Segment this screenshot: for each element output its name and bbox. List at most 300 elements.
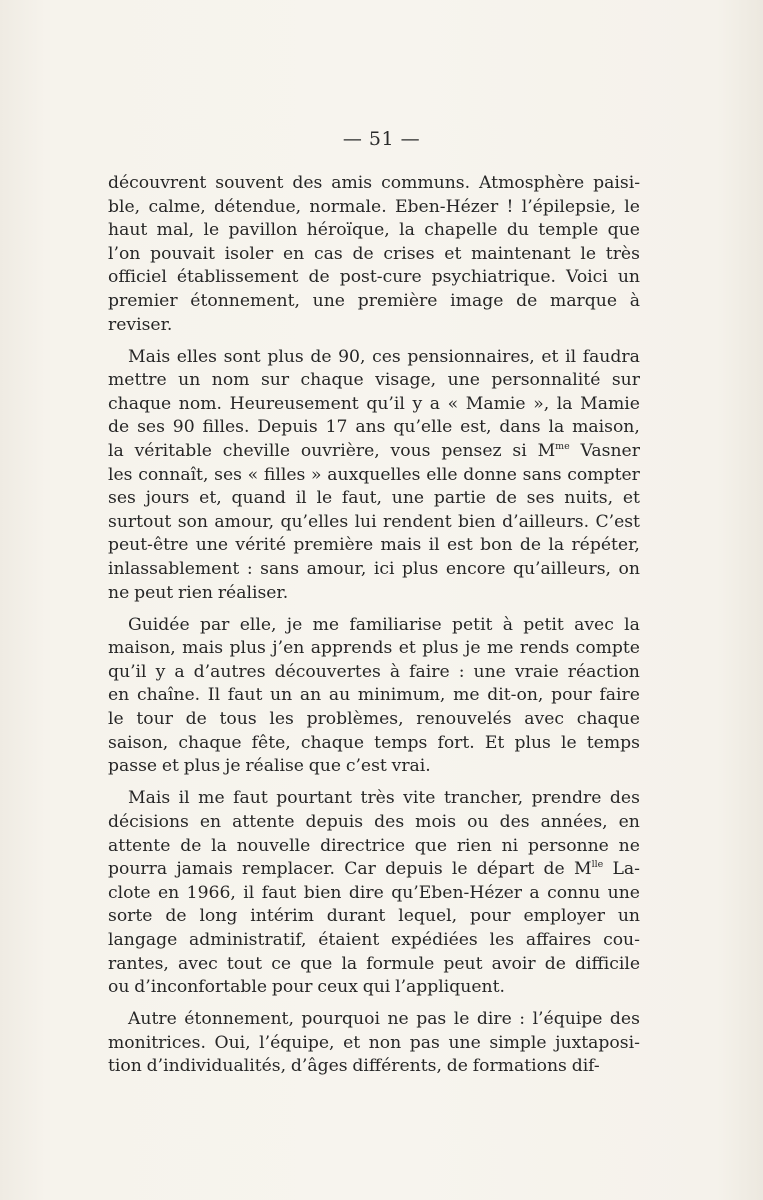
word: reviser. bbox=[108, 314, 173, 335]
word: avec bbox=[524, 709, 564, 730]
word: ne bbox=[108, 582, 130, 603]
word: avoir bbox=[491, 953, 536, 974]
word: en bbox=[618, 811, 640, 832]
text-line bbox=[108, 811, 640, 835]
body-text bbox=[108, 172, 640, 1087]
word: ses bbox=[214, 464, 242, 485]
word: sans bbox=[522, 464, 562, 485]
word: jamais bbox=[176, 859, 233, 880]
word: des bbox=[499, 811, 530, 832]
text-line bbox=[108, 905, 640, 929]
word: Voici bbox=[566, 267, 608, 288]
word: décisions bbox=[108, 811, 189, 832]
word: difficile bbox=[575, 953, 640, 974]
word: très bbox=[605, 243, 640, 264]
word: des bbox=[609, 788, 640, 809]
word: de bbox=[516, 290, 538, 311]
word: première bbox=[357, 290, 438, 311]
word: différents, bbox=[352, 1056, 442, 1077]
word: premier bbox=[108, 290, 178, 311]
word: intérim bbox=[250, 906, 314, 927]
word: 90, bbox=[338, 346, 366, 367]
word: », bbox=[533, 393, 550, 414]
word: le bbox=[203, 220, 220, 241]
word: mois bbox=[415, 811, 457, 832]
word: de bbox=[308, 267, 330, 288]
word: la bbox=[624, 614, 640, 635]
word: de bbox=[543, 859, 565, 880]
word: 90 bbox=[172, 417, 195, 438]
word: qui bbox=[362, 977, 391, 998]
word: nuits, bbox=[564, 488, 614, 509]
word: plus bbox=[514, 732, 551, 753]
word: plus bbox=[401, 559, 439, 579]
word: rends bbox=[519, 638, 570, 659]
word: d’âges bbox=[290, 1056, 348, 1077]
word: de bbox=[495, 488, 517, 509]
word: tout bbox=[226, 953, 263, 974]
word: étonnement, bbox=[190, 290, 300, 311]
word: ici bbox=[373, 559, 395, 579]
text-line bbox=[108, 266, 640, 290]
word: Car bbox=[344, 859, 376, 880]
word: et bbox=[444, 243, 462, 264]
word: véritable bbox=[134, 441, 212, 462]
word: administratif, bbox=[189, 929, 307, 950]
word: est, bbox=[460, 417, 492, 438]
word: familiarise bbox=[349, 614, 442, 635]
word: psychiatrique. bbox=[431, 267, 556, 288]
word: an bbox=[299, 685, 322, 706]
word: filles bbox=[263, 464, 306, 485]
word: pour bbox=[469, 906, 511, 927]
word: découvrent bbox=[108, 173, 207, 193]
word: $M^{me}$ bbox=[537, 440, 570, 462]
word: durant bbox=[326, 906, 386, 927]
word: dire bbox=[348, 882, 384, 903]
word: souvent bbox=[215, 173, 284, 193]
word: Heureusement bbox=[229, 393, 359, 414]
word: plus bbox=[229, 638, 266, 659]
word: 1966, bbox=[186, 882, 236, 903]
text-line bbox=[108, 393, 640, 417]
word: et bbox=[398, 638, 416, 659]
word: le bbox=[108, 709, 124, 730]
word: me bbox=[486, 638, 514, 659]
word: dit-on, bbox=[487, 685, 544, 706]
word: Mamie bbox=[580, 393, 640, 414]
word: si bbox=[512, 441, 527, 462]
word: Eben-Hézer bbox=[394, 196, 499, 217]
text-line bbox=[108, 369, 640, 393]
word: de bbox=[310, 346, 332, 367]
text-line bbox=[108, 314, 640, 338]
paragraph bbox=[108, 172, 640, 337]
word: d’inconfortable bbox=[134, 977, 268, 998]
word: mal, bbox=[156, 220, 195, 241]
word: en bbox=[157, 882, 180, 903]
word: une bbox=[447, 370, 480, 391]
word: mettre bbox=[108, 370, 167, 391]
word: la bbox=[548, 535, 565, 556]
word: simple bbox=[489, 1032, 547, 1053]
word: chaque bbox=[178, 732, 242, 753]
word: années, bbox=[540, 811, 608, 832]
text-line bbox=[108, 196, 640, 220]
word: l’appliquent. bbox=[395, 977, 505, 998]
word: apprends bbox=[310, 638, 393, 659]
word: bien bbox=[458, 511, 496, 532]
paragraph bbox=[108, 787, 640, 999]
word: je bbox=[286, 614, 303, 635]
word: peut bbox=[443, 953, 483, 974]
word: donne bbox=[463, 464, 517, 485]
word: cou- bbox=[603, 929, 640, 950]
word: ces bbox=[372, 346, 401, 367]
word: y bbox=[412, 393, 423, 414]
word: compte bbox=[575, 638, 640, 659]
word: a bbox=[429, 393, 441, 414]
word: plus bbox=[183, 756, 221, 777]
word: des bbox=[292, 173, 323, 193]
word: pour bbox=[271, 977, 313, 998]
word: le bbox=[624, 196, 640, 217]
word: d’ailleurs. bbox=[502, 511, 590, 532]
word: une bbox=[607, 882, 640, 903]
word: image bbox=[450, 290, 504, 311]
word: elle bbox=[426, 464, 458, 485]
word: depuis bbox=[305, 811, 364, 832]
word: pourtant bbox=[276, 788, 353, 809]
word: post-cure bbox=[339, 267, 422, 288]
word: l’épilepsie, bbox=[521, 196, 616, 217]
word: me bbox=[312, 614, 340, 635]
word: très bbox=[360, 788, 395, 809]
word: Il bbox=[207, 685, 221, 706]
text-line bbox=[108, 346, 640, 370]
word: tour bbox=[136, 709, 173, 730]
word: on bbox=[618, 559, 640, 579]
word: pensez bbox=[441, 441, 502, 462]
word: des bbox=[374, 811, 405, 832]
word: non bbox=[368, 1032, 402, 1053]
word: maintenant bbox=[471, 243, 571, 264]
word: les bbox=[269, 709, 294, 730]
word: prendre bbox=[531, 788, 602, 809]
word: les bbox=[108, 464, 133, 485]
text-line bbox=[108, 1055, 640, 1079]
word: la bbox=[108, 441, 124, 462]
word: vraie bbox=[514, 661, 559, 682]
word: répéter, bbox=[571, 535, 640, 556]
word: c’est bbox=[345, 756, 387, 777]
word: sorte bbox=[108, 906, 153, 927]
word: langage bbox=[108, 929, 178, 950]
word: chaque bbox=[576, 709, 640, 730]
word: le bbox=[453, 1009, 470, 1030]
word: minimum, bbox=[357, 685, 446, 706]
word: la bbox=[341, 953, 358, 974]
word: chapelle bbox=[424, 220, 498, 241]
word: ses bbox=[526, 488, 555, 509]
word: en bbox=[108, 685, 130, 706]
word: isoler bbox=[224, 243, 274, 264]
text-line bbox=[108, 464, 640, 488]
word: elle, bbox=[239, 614, 277, 635]
word: de bbox=[446, 1056, 468, 1077]
word: les bbox=[489, 929, 515, 950]
word: pourra bbox=[108, 859, 168, 880]
word: pour bbox=[551, 685, 592, 706]
word: attente bbox=[108, 835, 171, 856]
word: plus bbox=[267, 346, 304, 367]
word: chaque bbox=[300, 732, 365, 753]
word: employer bbox=[523, 906, 605, 927]
word: filles. bbox=[202, 417, 250, 438]
word: qu’il bbox=[366, 393, 405, 414]
word: d’individualités, bbox=[146, 1056, 287, 1077]
word: et bbox=[161, 756, 179, 777]
word: temple bbox=[538, 220, 599, 241]
text-line bbox=[108, 219, 640, 243]
word: compter bbox=[567, 464, 640, 485]
word: : bbox=[246, 559, 253, 579]
word: pavillon bbox=[228, 220, 298, 241]
word: vite bbox=[403, 788, 436, 809]
word: temps bbox=[374, 732, 428, 753]
text-line bbox=[108, 487, 640, 511]
word: a bbox=[174, 661, 185, 682]
word: ses bbox=[137, 417, 165, 438]
word: personne bbox=[527, 835, 609, 856]
text-line bbox=[108, 1008, 640, 1032]
word: tion bbox=[108, 1056, 142, 1077]
word: un bbox=[617, 906, 640, 927]
word: rien bbox=[456, 835, 492, 856]
word: ble, bbox=[108, 196, 141, 217]
word: normale. bbox=[309, 196, 387, 217]
word: qu’Eben-Hézer bbox=[391, 882, 522, 903]
word: affaires bbox=[525, 929, 592, 950]
word: pourquoi bbox=[301, 1009, 380, 1030]
word: l’équipe bbox=[532, 1009, 603, 1030]
word: à bbox=[629, 290, 640, 311]
word: rantes, bbox=[108, 953, 169, 974]
word: ne bbox=[387, 1009, 409, 1030]
word: maison, bbox=[108, 638, 176, 659]
word: un bbox=[178, 370, 201, 391]
word: d’autres bbox=[193, 661, 266, 682]
word: mais bbox=[380, 535, 422, 556]
word: faire bbox=[409, 661, 450, 682]
word: sont bbox=[223, 346, 261, 367]
word: de bbox=[544, 953, 566, 974]
word: amis bbox=[331, 173, 373, 193]
text-line bbox=[108, 684, 640, 708]
word: il bbox=[178, 788, 190, 809]
word: de bbox=[352, 243, 374, 264]
word: je bbox=[465, 638, 481, 659]
word: chaîne. bbox=[136, 685, 201, 706]
word: partie bbox=[433, 488, 486, 509]
word: vous bbox=[390, 441, 431, 462]
word: bien bbox=[303, 882, 342, 903]
word: ou bbox=[108, 977, 130, 998]
word: ! bbox=[506, 196, 514, 217]
word: établissement bbox=[176, 267, 299, 288]
word: faut, bbox=[341, 488, 382, 509]
word: 17 bbox=[325, 417, 348, 438]
word: monitrices. bbox=[108, 1032, 206, 1053]
word: mais bbox=[182, 638, 224, 659]
text-line bbox=[108, 534, 640, 558]
word: a bbox=[529, 882, 540, 903]
word: petit bbox=[451, 614, 493, 635]
word: la bbox=[399, 220, 415, 241]
word: Depuis bbox=[257, 417, 318, 438]
word: faudra bbox=[582, 346, 640, 367]
word: C’est bbox=[595, 511, 640, 532]
word: au bbox=[328, 685, 351, 706]
word: cas bbox=[313, 243, 343, 264]
word: une bbox=[391, 488, 425, 509]
word: des bbox=[609, 1009, 640, 1030]
word: étonnement, bbox=[184, 1009, 294, 1030]
word: peut bbox=[134, 582, 174, 603]
word: : bbox=[519, 1009, 526, 1030]
text-line bbox=[108, 661, 640, 685]
word: calme, bbox=[148, 196, 206, 217]
word: temps bbox=[586, 732, 640, 753]
text-line bbox=[108, 835, 640, 859]
word: amour, bbox=[214, 511, 275, 532]
text-line bbox=[108, 1032, 640, 1056]
word: dif- bbox=[571, 1056, 600, 1077]
word: crises bbox=[383, 243, 435, 264]
word: rendent bbox=[383, 511, 452, 532]
word: et bbox=[622, 488, 640, 509]
word: pouvait bbox=[150, 243, 215, 264]
word: » bbox=[311, 464, 322, 485]
paragraph bbox=[108, 1008, 640, 1079]
word: ni bbox=[501, 835, 519, 856]
word: depuis bbox=[385, 859, 443, 880]
word: « bbox=[447, 393, 459, 414]
word: réalise bbox=[245, 756, 304, 777]
word: Autre bbox=[128, 1009, 177, 1030]
word: vérité bbox=[235, 535, 287, 556]
text-line bbox=[108, 290, 640, 314]
word: tous bbox=[219, 709, 257, 730]
word: officiel bbox=[108, 267, 167, 288]
word: réaction bbox=[567, 661, 640, 682]
word: en bbox=[199, 811, 222, 832]
word: rien bbox=[178, 582, 213, 603]
word: héroïque, bbox=[306, 220, 390, 241]
word: une bbox=[195, 535, 229, 556]
word: première bbox=[293, 535, 374, 556]
paragraph bbox=[108, 346, 640, 606]
word: haut bbox=[108, 220, 148, 241]
word: le bbox=[451, 859, 468, 880]
word: sur bbox=[611, 370, 640, 391]
word: de bbox=[185, 709, 207, 730]
word: chaque bbox=[300, 370, 364, 391]
word: juxtaposi- bbox=[555, 1032, 640, 1053]
word: communs. bbox=[381, 173, 471, 193]
word: vrai. bbox=[391, 756, 431, 777]
word: Oui, bbox=[214, 1032, 251, 1053]
word: un bbox=[270, 685, 293, 706]
word: sans bbox=[260, 559, 300, 579]
word: ses bbox=[108, 488, 136, 509]
word: est bbox=[446, 535, 473, 556]
word: que bbox=[607, 220, 640, 241]
word: nouvelle bbox=[236, 835, 311, 856]
text-line bbox=[108, 976, 640, 1000]
word: formule bbox=[366, 953, 435, 974]
word: étaient bbox=[318, 929, 380, 950]
word: nom. bbox=[178, 393, 222, 414]
word: lequel, bbox=[398, 906, 458, 927]
text-line bbox=[108, 440, 640, 464]
word: long bbox=[199, 906, 238, 927]
word: il bbox=[565, 346, 577, 367]
word: la bbox=[556, 393, 573, 414]
word: il bbox=[428, 535, 440, 556]
word: remplacer. bbox=[242, 859, 336, 880]
word: personnalité bbox=[491, 370, 601, 391]
word: ce bbox=[271, 953, 291, 974]
word: l’équipe, bbox=[259, 1032, 335, 1053]
word: passe bbox=[108, 756, 158, 777]
word: qu’ailleurs, bbox=[512, 559, 611, 579]
word: clote bbox=[108, 882, 151, 903]
word: chaque bbox=[108, 393, 172, 414]
word: une bbox=[448, 1032, 481, 1053]
word: Mais bbox=[128, 788, 171, 809]
word: peut-être bbox=[108, 535, 189, 556]
word: Et bbox=[484, 732, 505, 753]
word: Mais bbox=[128, 346, 171, 367]
word: me bbox=[198, 788, 225, 809]
word: renouvelés bbox=[416, 709, 512, 730]
word: Atmosphère bbox=[479, 173, 585, 193]
word: de bbox=[519, 535, 542, 556]
word: elles bbox=[176, 346, 217, 367]
word: j’en bbox=[272, 638, 305, 659]
word: et, bbox=[199, 488, 222, 509]
word: directrice bbox=[320, 835, 405, 856]
word: expédiées bbox=[391, 929, 478, 950]
word: La- bbox=[612, 859, 640, 880]
word: le bbox=[580, 243, 597, 264]
word: problèmes, bbox=[306, 709, 404, 730]
word: à bbox=[389, 661, 401, 682]
word: Guidée bbox=[128, 614, 190, 635]
word: lui bbox=[354, 511, 377, 532]
word: pensionnaires, bbox=[407, 346, 535, 367]
word: connu bbox=[547, 882, 601, 903]
word: visage, bbox=[375, 370, 437, 391]
word: qu’elles bbox=[280, 511, 349, 532]
word: $M^{lle}$ bbox=[573, 859, 604, 880]
word: paisi- bbox=[593, 173, 640, 193]
word: du bbox=[506, 220, 529, 241]
word: à bbox=[502, 614, 514, 635]
word: maison, bbox=[572, 417, 640, 438]
word: amour, bbox=[306, 559, 367, 579]
